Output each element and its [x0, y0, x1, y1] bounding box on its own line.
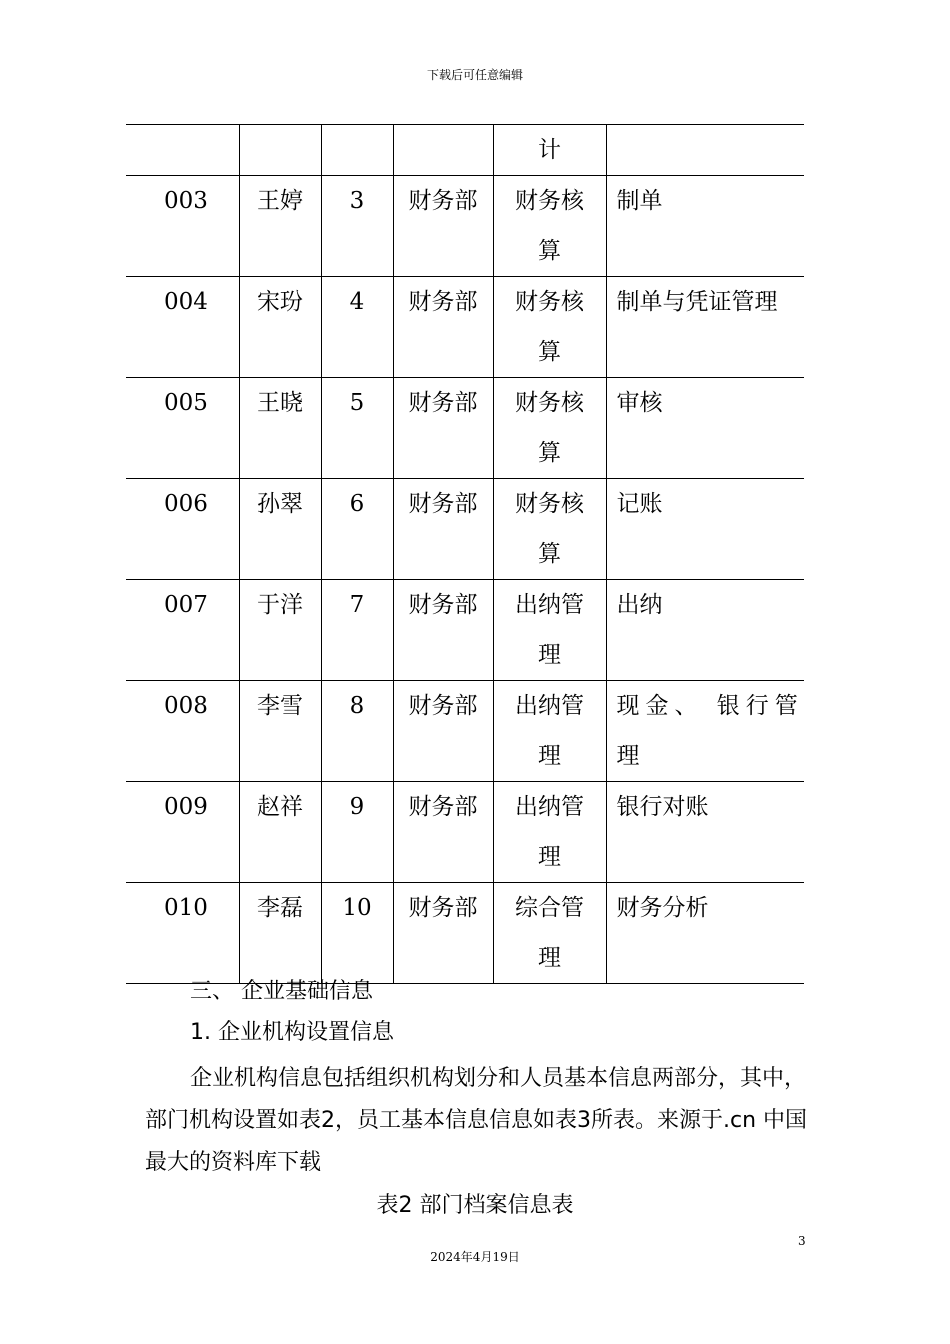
table-cell-role-line-1: 出纳管: [515, 794, 584, 820]
table-cell-id: 004: [126, 277, 239, 378]
table-cell-id: 006: [126, 479, 239, 580]
table-cell-name: 李雪: [239, 681, 321, 782]
table-cell-role-line-1: 财务核: [515, 491, 584, 517]
table-cell-duty: [606, 782, 804, 883]
table-cell-id: 003: [126, 176, 239, 277]
table-cell-role: [493, 479, 606, 580]
table-cell-role-line-2: 算: [538, 238, 561, 264]
table-cell-department: 财务部: [393, 883, 493, 984]
table-cell-department: 财务部: [393, 378, 493, 479]
table-row-continuation: [126, 125, 804, 176]
table-cell-role-line-1: 财务核: [515, 188, 584, 214]
table-cell-duty-line-1: 银行对账: [616, 794, 709, 820]
table-cell-name: 宋玢: [239, 277, 321, 378]
table-cell-duty: [606, 580, 804, 681]
page-footer-date: 2024年4月19日: [430, 1250, 520, 1264]
page-header: 下载后可任意编辑: [426, 68, 523, 82]
table-cell-role: [493, 378, 606, 479]
table-cell-number: 5: [321, 378, 393, 479]
table-cell-role-line-1: 出纳管: [515, 592, 584, 618]
table-caption: 表2 部门档案信息表: [376, 1193, 574, 1218]
table-cell-role: [493, 782, 606, 883]
table-cell-role-line-2: 算: [538, 339, 561, 365]
table-cell-number: 10: [321, 883, 393, 984]
table-cell-department: 财务部: [393, 479, 493, 580]
table-cell-name: 李磊: [239, 883, 321, 984]
table-cell-number: 7: [321, 580, 393, 681]
table-cell-id: 008: [126, 681, 239, 782]
table-cell-duty: [606, 681, 804, 782]
table-cell-role-line-2: 理: [538, 642, 561, 668]
employee-table: [126, 124, 804, 984]
table-cell-department: 财务部: [393, 782, 493, 883]
table-cell-department: 财务部: [393, 580, 493, 681]
table-cell-role-line-1: 财务核: [515, 289, 584, 315]
table-cell-id: 009: [126, 782, 239, 883]
table-cell-role-line-2: 理: [538, 743, 561, 769]
body-paragraph: 企业机构信息包括组织机构划分和人员基本信息两部分，其中，部门机构设置如表2，员工基本信息信息如表3所表。来源于.cn 中国最大的资料库下载: [145, 1066, 808, 1175]
table-cell-duty-line-1: 审核: [616, 390, 663, 416]
table-cell-role: [493, 883, 606, 984]
table-row: [126, 378, 804, 479]
table-cell-name: 孙翠: [239, 479, 321, 580]
table-cell-number: 3: [321, 176, 393, 277]
table-cell-role: [493, 176, 606, 277]
table-cell-duty: [606, 883, 804, 984]
table-cell-department: 财务部: [393, 681, 493, 782]
table-row: [126, 681, 804, 782]
table-cell-number: 8: [321, 681, 393, 782]
table-cell-department: 财务部: [393, 176, 493, 277]
subsection-heading: 1. 企业机构设置信息: [190, 1020, 394, 1045]
table-cell-role-line-1: 财务核: [515, 390, 584, 416]
table-cell-name: 王婷: [239, 176, 321, 277]
table-cell-name: 于洋: [239, 580, 321, 681]
table-cell-duty-line-1: 记账: [616, 491, 663, 517]
table-cell-role-line-2: 算: [538, 440, 561, 466]
table-cell-duty-line-1: 制单与凭证管理: [616, 289, 778, 315]
table-cell-role-line-2: 算: [538, 541, 561, 567]
table-cell-duty-line-1: 现金、 银行管: [616, 693, 804, 719]
table-cell-duty-line-1: 出纳: [616, 592, 663, 618]
table-cell-number: 6: [321, 479, 393, 580]
table-cell-name: 王晓: [239, 378, 321, 479]
table-row: [126, 580, 804, 681]
table-row: [126, 883, 804, 984]
table-cell-role: 计: [493, 125, 606, 176]
table-cell-id: 007: [126, 580, 239, 681]
section-heading: 三、 企业基础信息: [190, 979, 373, 1004]
table-cell-duty: [606, 277, 804, 378]
table-cell-duty: [606, 176, 804, 277]
table-cell-duty-line-1: 制单: [616, 188, 663, 214]
table-cell-name: 赵祥: [239, 782, 321, 883]
table-cell-duty-line-1: 财务分析: [616, 895, 709, 921]
table-row: [126, 479, 804, 580]
table-cell-role-line-1: 综合管: [515, 895, 584, 921]
table-cell-id: 005: [126, 378, 239, 479]
table-cell-duty: [606, 479, 804, 580]
table-cell-role-line-2: 理: [538, 844, 561, 870]
table-row: [126, 277, 804, 378]
page-number: 3: [798, 1234, 806, 1248]
table-cell-role-line-2: 理: [538, 945, 561, 971]
table-cell-duty-line-2: 理: [616, 743, 640, 769]
table-cell-duty: [606, 378, 804, 479]
table-cell-role: [493, 277, 606, 378]
table-cell-id: 010: [126, 883, 239, 984]
table-cell-role: [493, 580, 606, 681]
table-cell-role: [493, 681, 606, 782]
table-row: [126, 176, 804, 277]
table-row: [126, 782, 804, 883]
table-cell-role-line-1: 出纳管: [515, 693, 584, 719]
table-cell-department: 财务部: [393, 277, 493, 378]
table-cell-number: 4: [321, 277, 393, 378]
table-cell-number: 9: [321, 782, 393, 883]
